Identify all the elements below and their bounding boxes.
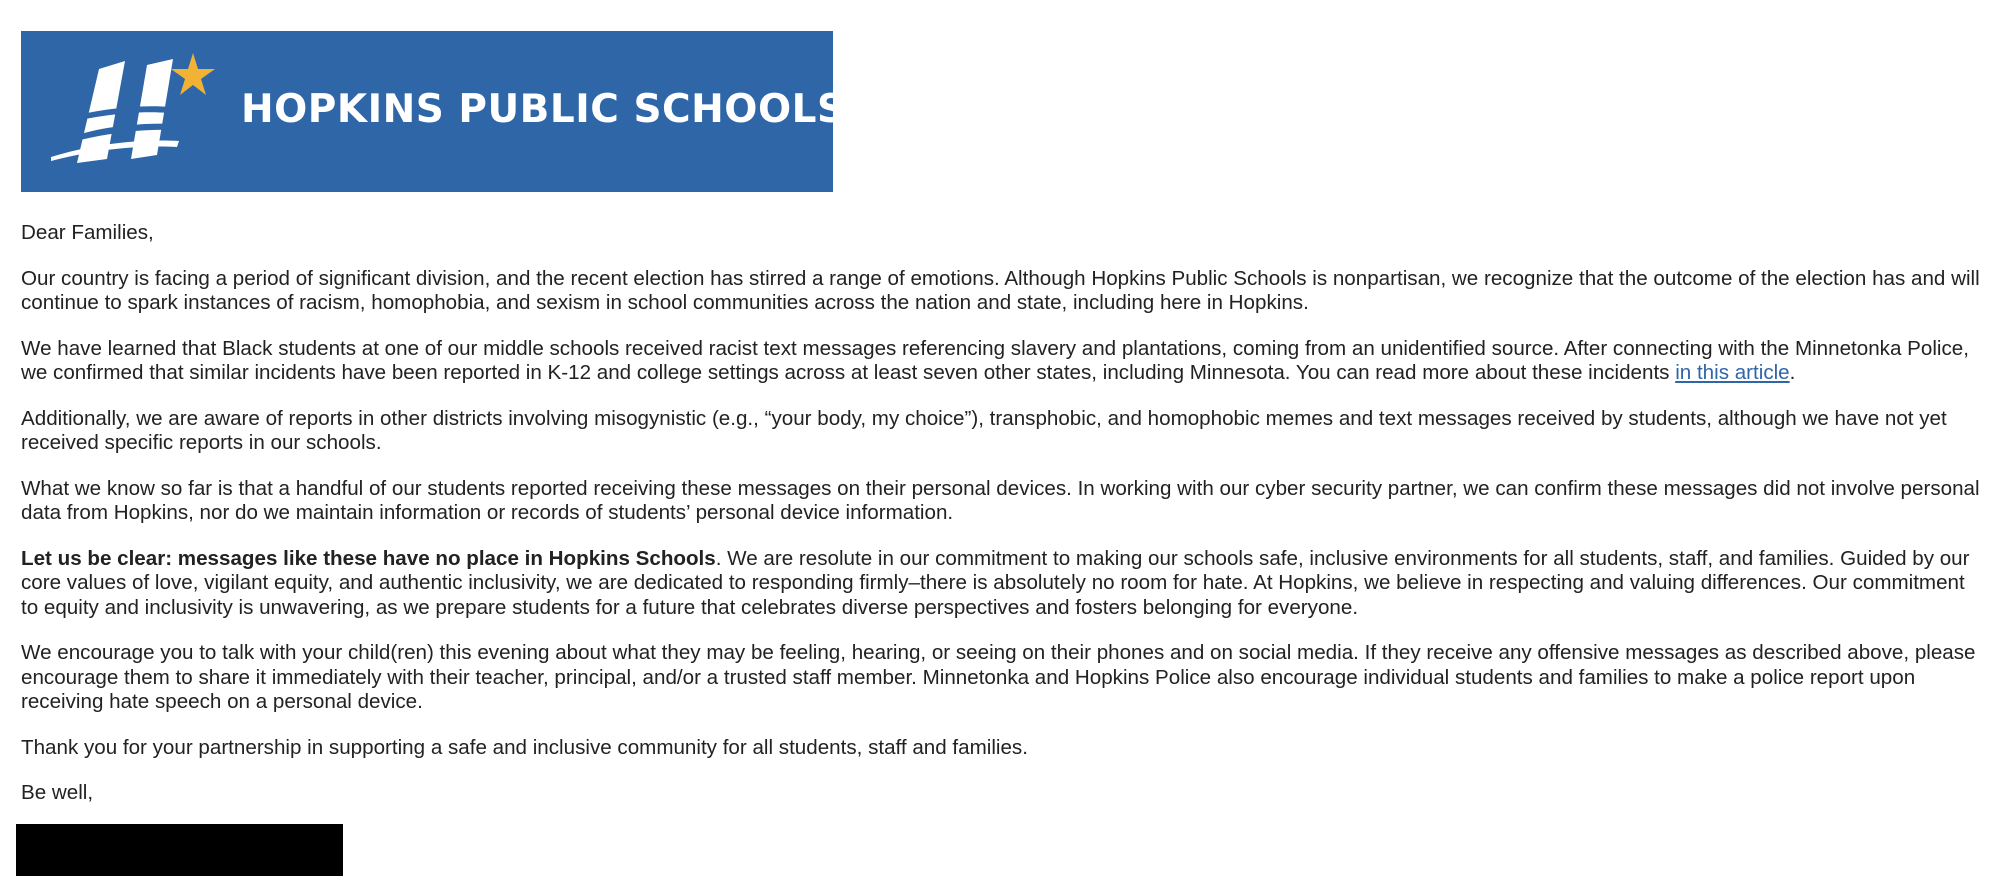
commitment-statement: Let us be clear: messages like these have no place in Hopkins Schools: [21, 546, 716, 570]
paragraph-election: Our country is facing a period of significant division, and the recent election has stirred a range of emotions. Although Hopkins Public Schools is nonpartisan, we recognize that the outcome of the election has and will continue to spark instances of racism, homophobia, and sexism in school communities across the nation and state, including here in Hopkins.: [21, 266, 1980, 314]
closing: Be well,: [21, 781, 94, 804]
paragraph-thank-you: Thank you for your partnership in supporting a safe and inclusive community for all students, staff and families.: [21, 735, 1028, 759]
paragraph-encourage: We encourage you to talk with your child(ren) this evening about what they may be feeling, hearing, or seeing on their phones and on social media. If they receive any offensive messages as described above, please encourage them to share it immediately with their teacher, principal, and/or a trusted staff member. Minnetonka and Hopkins Police also encourage individual students and families to make a police report upon receiving hate speech on a personal device.: [21, 641, 1976, 713]
letter-body: [21, 221, 1981, 827]
greeting: Dear Families,: [21, 221, 154, 244]
banner-title: HOPKINS PUBLIC SCHOOLS: [241, 87, 846, 132]
paragraph-text-end: .: [1789, 361, 1796, 384]
paragraph-commitment: [21, 547, 1981, 621]
district-banner: [21, 31, 846, 192]
hopkins-logo-icon: [47, 51, 237, 171]
article-link[interactable]: in this article: [1675, 361, 1790, 384]
paragraph-other-districts: Additionally, we are aware of reports in other districts involving misogynistic (e.g., “your body, my choice”), transphobic, and homophobic memes and text messages received by students, although we have not yet received specific reports in our schools.: [21, 406, 1947, 454]
paragraph-text: We have learned that Black students at one of our middle schools received racist text messages referencing slavery and plantations, coming from an unidentified source. After connecting with the Minnetonka Police, we confirmed that similar incidents have been reported in K-12 and college settings across at least seven other states, including Minnesota. You can read more about these incidents: [21, 336, 1969, 384]
paragraph-what-we-know: What we know so far is that a handful of our students reported receiving these messages on their personal devices. In working with our cyber security partner, we can confirm these messages did not involve personal data from Hopkins, nor do we maintain information or records of students’ personal device information.: [21, 476, 1980, 524]
redacted-signature: [16, 824, 343, 876]
commitment-text: . We are resolute in our commitment to making our schools safe, inclusive environments for all students, staff, and families. Guided by our core values of love, vigilant equity, and authentic inclusivity, we are dedicated to responding firmly–there is absolutely no room for hate. At Hopkins, we believe in respecting and valuing differences. Our commitment to equity and inclusivity is unwavering, as we prepare students for a future that celebrates diverse perspectives and fosters belonging for everyone.: [21, 546, 1970, 619]
paragraph-racist-messages: [21, 337, 1981, 386]
